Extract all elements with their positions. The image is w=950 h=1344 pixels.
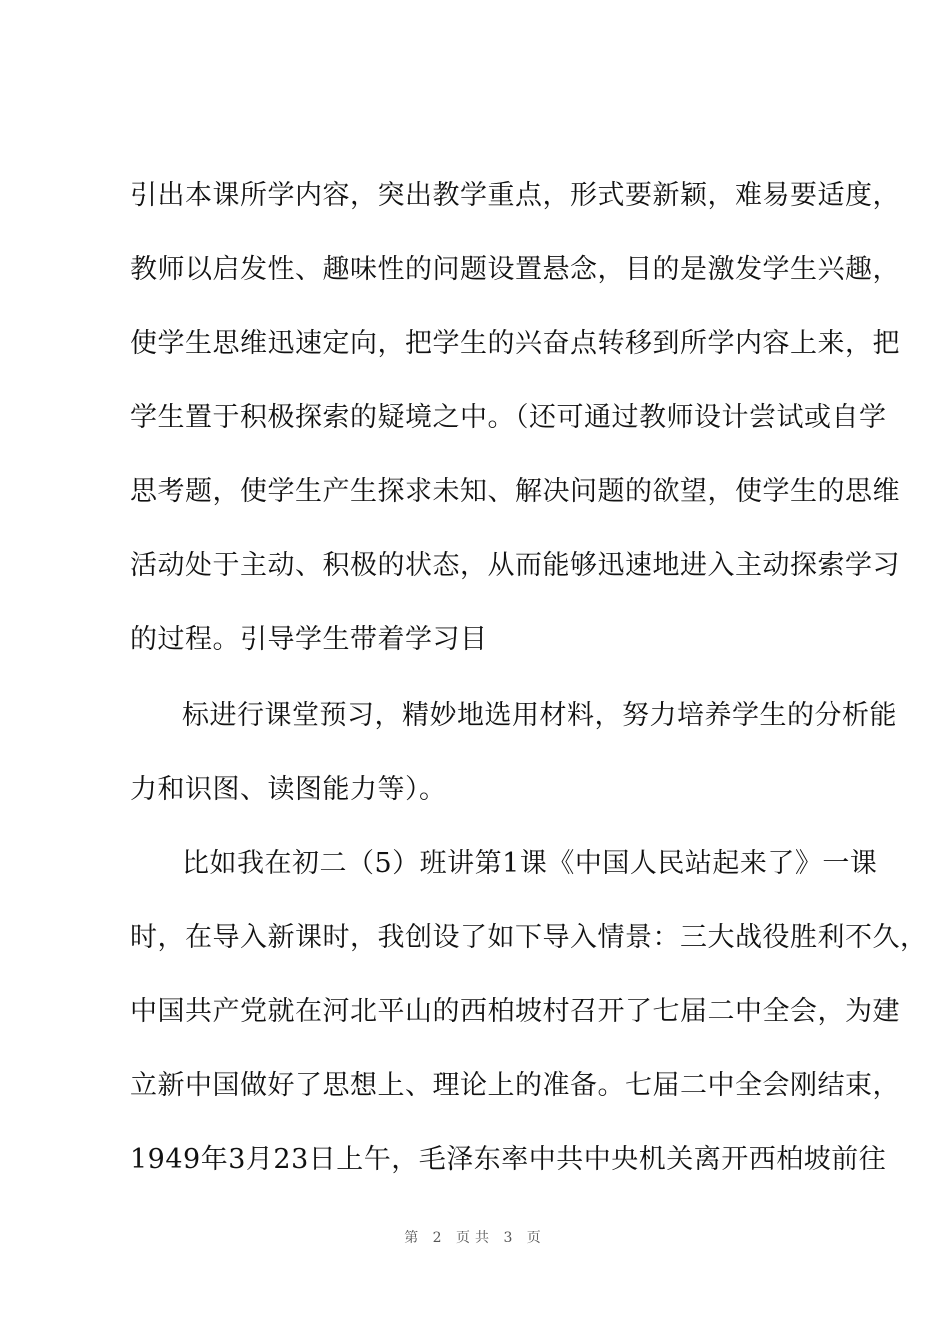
paragraph-line: 使学生思维迅速定向，把学生的兴奋点转移到所学内容上来，把 [130, 328, 900, 359]
paragraph-line: 标进行课堂预习，精妙地选用材料，努力培养学生的分析能 [182, 700, 897, 731]
paragraph-line: 引出本课所学内容，突出教学重点，形式要新颖，难易要适度， [130, 180, 900, 211]
paragraph-line: 立新中国做好了思想上、理论上的准备。七届二中全会刚结束， [130, 1070, 900, 1101]
paragraph-line: 的过程。引导学生带着学习目 [130, 624, 488, 655]
paragraph-line: 力和识图、读图能力等）。 [130, 774, 447, 805]
paragraph-line: 活动处于主动、积极的状态，从而能够迅速地进入主动探索学习 [130, 550, 900, 581]
paragraph-line: 中国共产党就在河北平山的西柏坡村召开了七届二中全会，为建 [130, 996, 900, 1027]
paragraph-line: 教师以启发性、趣味性的问题设置悬念，目的是激发学生兴趣， [130, 254, 900, 285]
paragraph-line: 比如我在初二（5）班讲第1课《中国人民站起来了》一课 [182, 848, 878, 879]
paragraph-line: 思考题，使学生产生探求未知、解决问题的欲望，使学生的思维 [130, 476, 900, 507]
page-footer: 第 2 页共 3 页 [404, 1230, 546, 1246]
paragraph-line: 学生置于积极探索的疑境之中。（还可通过教师设计尝试或自学 [130, 402, 887, 433]
paragraph-line: 1949年3月23日上午，毛泽东率中共中央机关离开西柏坡前往 [130, 1144, 887, 1175]
paragraph-line: 时，在导入新课时，我创设了如下导入情景：三大战役胜利不久， [130, 922, 928, 953]
